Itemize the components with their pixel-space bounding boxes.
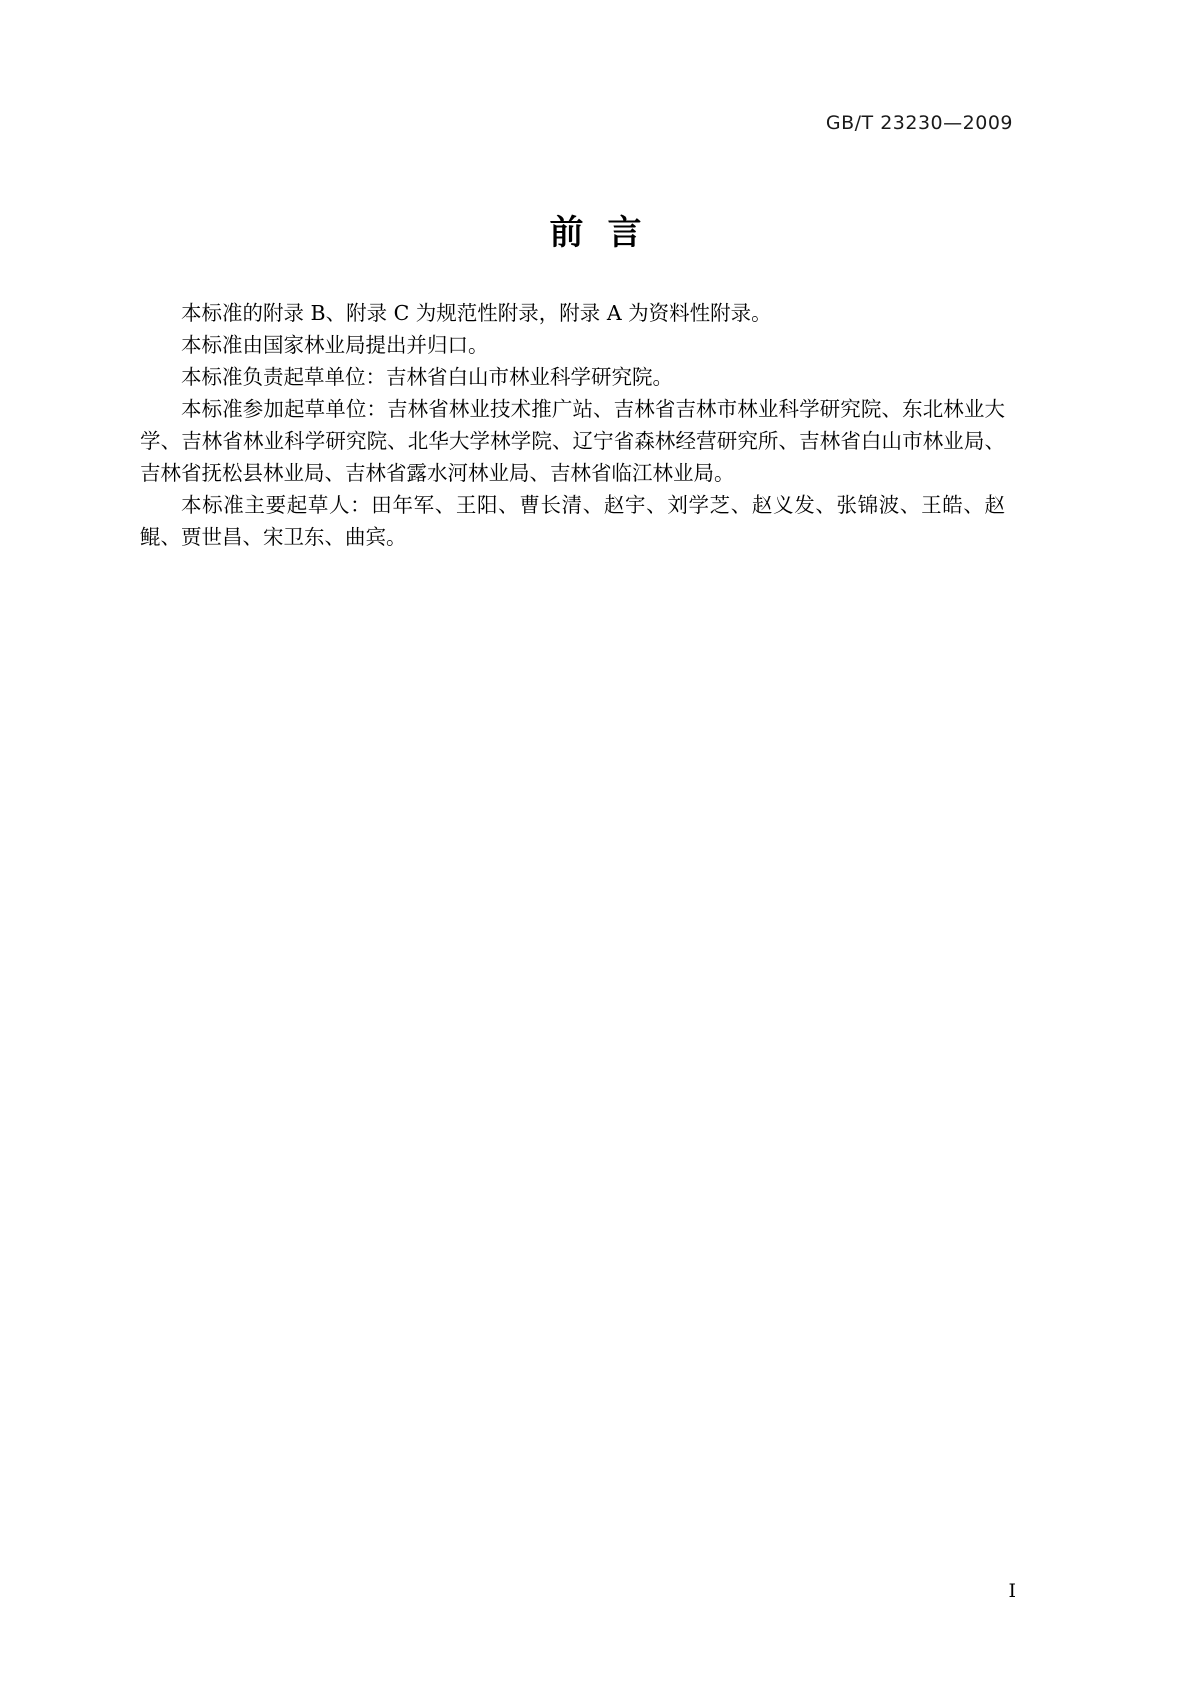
standard-number-header: GB/T 23230—2009: [825, 112, 1013, 134]
paragraph: 本标准的附录 B、附录 C 为规范性附录，附录 A 为资料性附录。: [181, 301, 772, 325]
foreword-body: [140, 297, 1005, 553]
paragraph: 本标准负责起草单位：吉林省白山市林业科学研究院。: [181, 365, 673, 389]
page-number: I: [1008, 1580, 1016, 1602]
paragraph: 本标准参加起草单位：吉林省林业技术推广站、吉林省吉林市林业科学研究院、东北林业大学、吉林省林业科学研究院、北华大学林学院、辽宁省森林经营研究所、吉林省白山市林业局、吉林省抚松县林业局、吉林省露水河林业局、吉林省临江林业局。: [140, 397, 1005, 485]
page-title: 前言: [549, 213, 666, 253]
paragraph: 本标准由国家林业局提出并归口。: [181, 333, 489, 357]
paragraph: 本标准主要起草人：田年军、王阳、曹长清、赵宇、刘学芝、赵义发、张锦波、王皓、赵鲲、贾世昌、宋卫东、曲宾。: [140, 493, 1005, 549]
